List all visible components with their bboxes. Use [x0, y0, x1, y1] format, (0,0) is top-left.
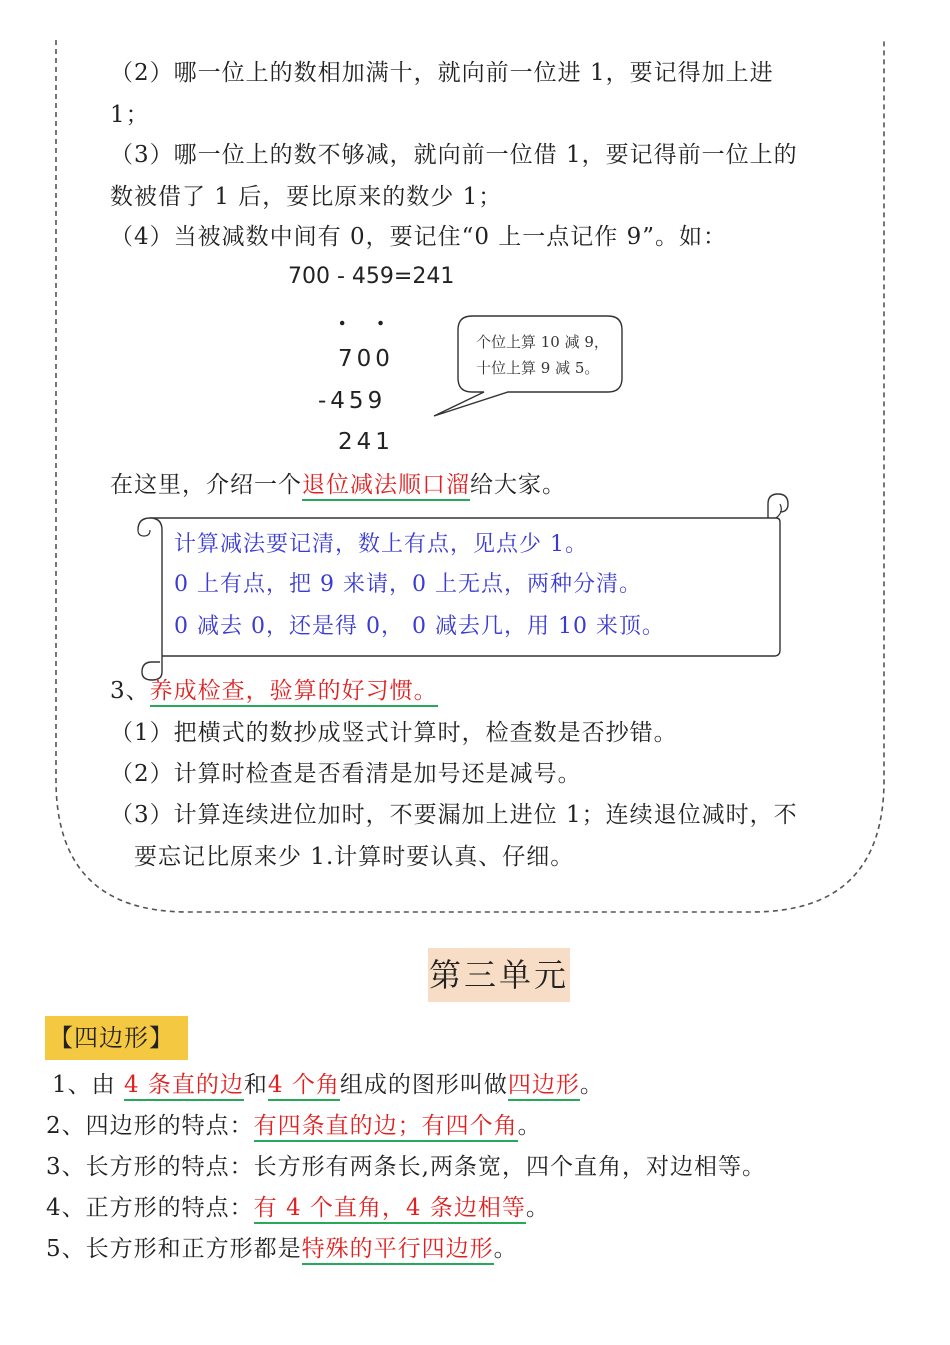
- point-5: [46, 1234, 518, 1264]
- habit-item-3-line2: 要忘记比原来少 1.计算时要认真、仔细。: [134, 844, 575, 870]
- minuend: 700: [338, 346, 394, 372]
- section-badge: 【四边形】: [45, 1016, 188, 1060]
- point-5-c: 。: [493, 1236, 518, 1262]
- point-1-d: 4 个角: [268, 1072, 340, 1101]
- intro-suffix: 给大家。: [470, 472, 566, 498]
- point-1: [52, 1070, 604, 1100]
- point-1-e: 组成的图形叫做: [339, 1072, 508, 1098]
- borrow-dots: ..: [338, 302, 415, 331]
- point-4: [46, 1193, 550, 1223]
- rule-3-line1: （3）哪一位上的数不够减，就向前一位借 1，要记得前一位上的: [110, 142, 798, 168]
- rule-4: （4）当被减数中间有 0，要记住“0 上一点记作 9”。如：: [110, 224, 727, 250]
- point-4-b: 有 4 个直角，4 条边相等: [254, 1195, 526, 1224]
- habit-item-1: （1）把横式的数抄成竖式计算时，检查数是否抄错。: [110, 720, 678, 746]
- point-2: [46, 1111, 542, 1141]
- point-2-c: 。: [517, 1113, 542, 1139]
- example-equation: 700 - 459=241: [288, 264, 455, 289]
- point-3: [46, 1152, 766, 1182]
- habit-title: 养成检查，验算的好习惯。: [150, 678, 438, 707]
- point-1-a: 1、由: [52, 1072, 124, 1098]
- point-5-b: 特殊的平行四边形: [302, 1236, 494, 1265]
- rule-2-line2: 1；: [110, 102, 150, 128]
- rule-2-line1: （2）哪一位上的数相加满十，就向前一位进 1，要记得加上进: [110, 60, 774, 86]
- habit-item-2: （2）计算时检查是否看清是加号还是减号。: [110, 761, 582, 787]
- rhyme-line-3: 0 减去 0，还是得 0， 0 减去几，用 10 来顶。: [174, 614, 665, 639]
- point-1-g: 。: [579, 1072, 604, 1098]
- bubble-line-1: 个位上算 10 减 9，: [476, 333, 609, 351]
- rule-3-line2: 数被借了 1 后，要比原来的数少 1；: [110, 184, 503, 210]
- habit-heading: [110, 676, 438, 706]
- habit-item-3-line1: （3）计算连续进位加时，不要漏加上进位 1；连续退位减时，不: [110, 802, 798, 828]
- point-2-a: 2、四边形的特点：: [46, 1113, 254, 1139]
- point-4-c: 。: [525, 1195, 550, 1221]
- point-4-a: 4、正方形的特点：: [46, 1195, 254, 1221]
- point-5-a: 5、长方形和正方形都是: [46, 1236, 302, 1262]
- point-1-c: 和: [243, 1072, 268, 1098]
- habit-prefix: 3、: [110, 678, 150, 704]
- point-1-f: 四边形: [508, 1072, 580, 1101]
- rhyme-line-1: 计算减法要记清，数上有点，见点少 1。: [174, 532, 588, 557]
- point-3-a: 3、长方形的特点：长方形有两条长,两条宽，四个直角，对边相等。: [46, 1154, 766, 1180]
- result: 241: [338, 429, 394, 455]
- intro-highlight: 退位减法顺口溜: [302, 472, 470, 501]
- point-2-b: 有四条直的边；有四个角: [254, 1113, 518, 1142]
- bubble-text: [476, 329, 609, 381]
- point-1-b: 4 条直的边: [124, 1072, 244, 1101]
- rhyme-line-2: 0 上有点，把 9 来请，0 上无点，两种分清。: [174, 572, 642, 597]
- bubble-line-2: 十位上算 9 减 5。: [476, 359, 600, 377]
- intro-prefix: 在这里，介绍一个: [110, 472, 302, 498]
- unit-title: 第三单元: [428, 948, 570, 1002]
- subtrahend: -459: [318, 388, 387, 414]
